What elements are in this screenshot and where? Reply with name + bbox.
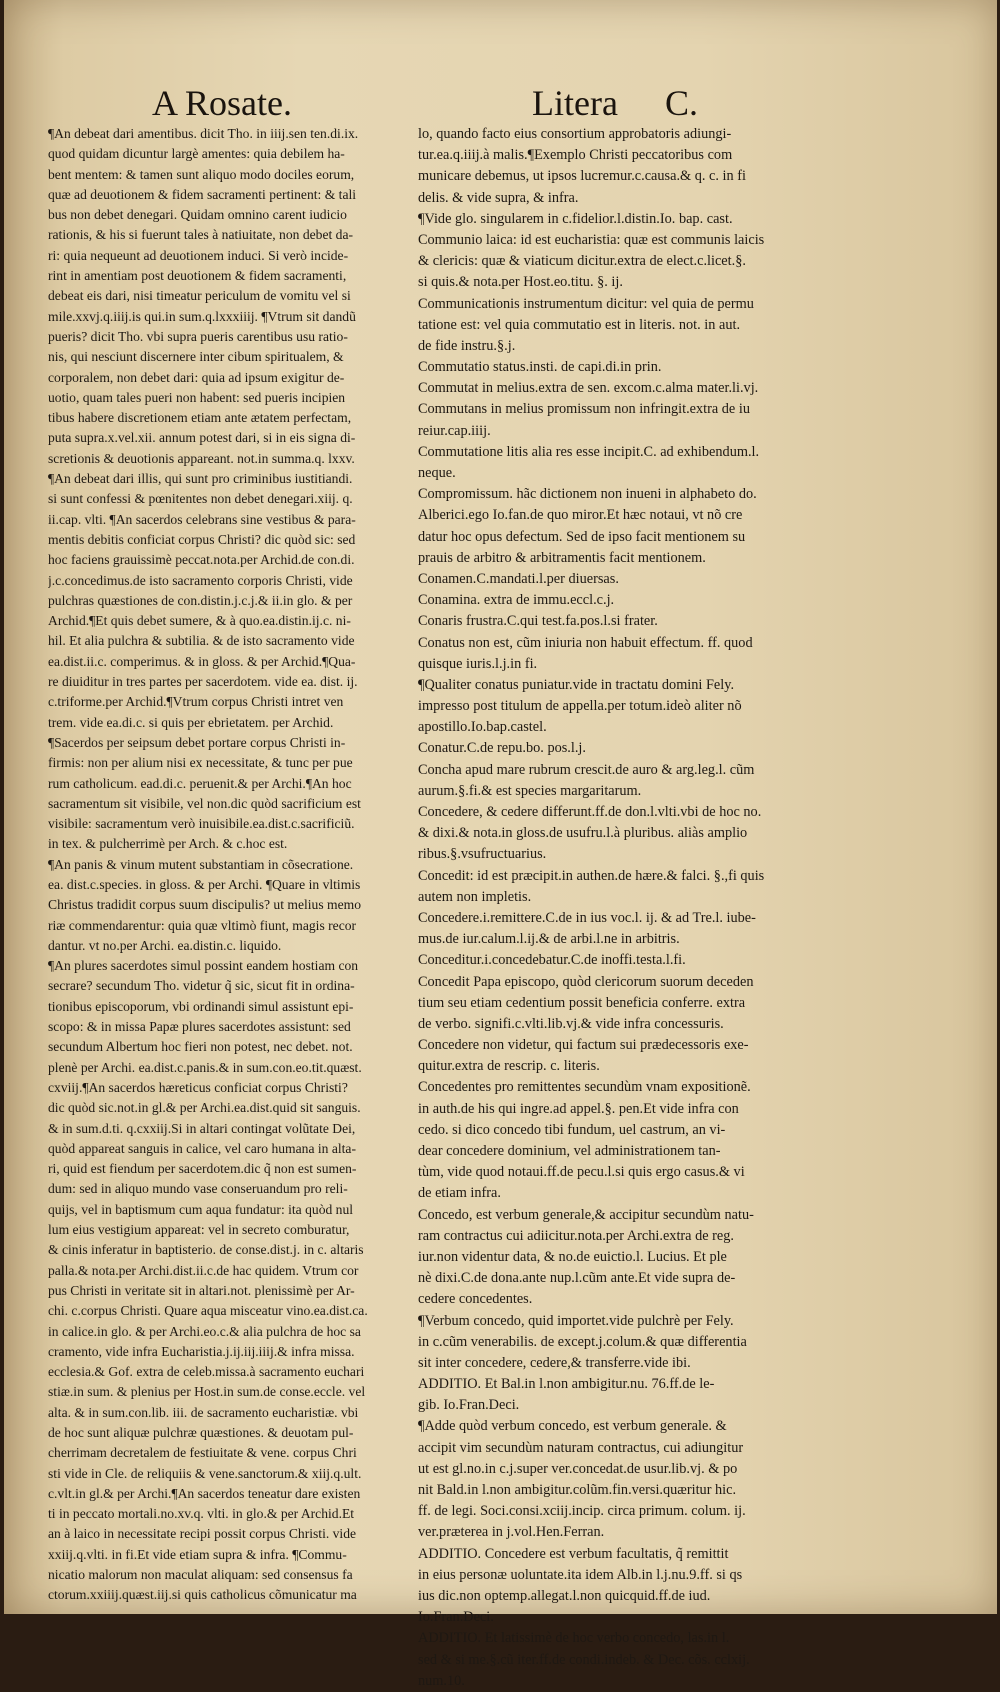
text-line: Conceditur.i.concedebatur.C.de inoffi.testa.l.fi. [418,952,686,969]
text-line: Compromissum. hãc dictionem non inueni in alphabeto do. [418,486,757,503]
text-line: quòd appareat sanguis in calice, vel caro humana in alta- [48,1140,356,1156]
text-line: Io.Fran.Deci. [418,1609,494,1626]
text-line: Concedo, est verbum generale,& accipitur secundùm natu- [418,1206,754,1223]
text-line: firmis: non per alium nisi ex necessitate, & tunc per pue [48,755,353,771]
text-line: gib. Io.Fran.Deci. [418,1397,520,1414]
text-line: re diuiditur in tres partes per sacerdotem. vide ea. dist. ij. [48,674,358,690]
text-line: quitur.extra de rescrip. c. literis. [418,1058,600,1075]
text-line: riæ commendarentur: quia quæ vltimò fiunt, magis recor [48,917,357,933]
text-line: c.vlt.in gl.& per Archi.¶An sacerdos teneatur dare existen [48,1485,361,1501]
text-line: ribus.§.vsufructuarius. [418,846,547,863]
left-text-column [48,124,404,1606]
text-line: tium seu etiam cedentium possit beneficia conferre. extra [418,994,746,1011]
right-text-column [418,124,816,1692]
text-line: cedo. si dico concedo tibi fundum, uel castrum, an vi- [418,1121,726,1138]
text-line: pulchras quæstiones de con.distin.j.c.j.& ii.in glo. & per [48,592,353,608]
text-line: ff. de legi. Soci.consi.xciij.incip. circa primum. colum. ij. [418,1503,746,1520]
text-line: Communicationis instrumentum dicitur: vel quia de permu [418,295,754,312]
text-line: ¶An debeat dari illis, qui sunt pro criminibus iustitiandi. [48,471,353,487]
text-line: Commutatio status.insti. de capi.di.in prin. [418,359,662,376]
text-line: ver.præterea in j.vol.Hen.Ferran. [418,1524,605,1541]
text-line: pus Christi in veritate sit in altari.not. plenissimè per Ar- [48,1282,355,1298]
text-line: sit inter concedere, cedere,& transferre.vide ibi. [418,1354,691,1371]
header-author: A Rosate. [152,83,292,123]
text-line: rum catholicum. ead.di.c. peruenit.& per Archi.¶An hoc [48,775,352,791]
text-line: Concha apud mare rubrum crescit.de auro & arg.leg.l. cũm [418,761,755,778]
header-section: Litera C. [532,83,698,123]
text-line: in auth.de his qui ingre.ad appel.§. pen.Et vide infra con [418,1100,739,1117]
text-line: tionibus episcoporum, vbi ordinandi simul assistunt epi- [48,998,354,1014]
text-line: plenè per Archi. ea.dist.c.panis.& in sum.con.eo.tit.quæst. [48,1059,362,1075]
text-line: neque. [418,465,456,481]
text-line: Conatus non est, cũm iniuria non habuit effectum. ff. quod [418,634,753,651]
text-line: Concedit Papa episcopo, quòd clericorum suorum deceden [418,973,754,990]
text-line: stiæ.in sum. & plenius per Host.in sum.de conse.eccle. vel [48,1384,366,1400]
text-line: secundum Albertum hoc fieri non potest, nec debet. not. [48,1039,353,1055]
text-line: cxviij.¶An sacerdos hæreticus conficiat corpus Christi? [48,1079,348,1095]
text-line: ram contractus cui adiicitur.nota.per Archi.extra de reg. [418,1227,734,1244]
text-line: lum eius vestigium appareat: vel in secreto comburatur, [48,1222,350,1238]
text-line: c.triforme.per Archid.¶Vtrum corpus Christi intret ven [48,694,344,710]
text-line: municare debemus, ut ipsos lucremur.c.causa.& q. c. in fi [418,168,746,185]
text-line: ADDITIO. Et latissimè de hoc verbo concedo, las.in l. [418,1630,730,1647]
text-line: Archid.¶Et quis debet sumere, & à quo.ea.distin.ij.c. ni- [48,613,351,629]
text-line: Concedere.i.remittere.C.de in ius voc.l. ij. & ad Tre.l. iube- [418,909,756,926]
text-line: secrare? secundum Tho. videtur q̃ sic, sicut fit in ordina- [48,978,355,994]
text-line: nicatio malorum non maculat aliquam: sed consensus fa [48,1567,353,1583]
text-line: de fide instru.§.j. [418,337,516,354]
text-line: palla.& nota.per Archi.dist.ii.c.de hac quidem. Vtrum cor [48,1262,359,1278]
text-line: datur hoc opus defectum. Sed de ipso facit mentionem su [418,528,746,545]
text-line: nit Bald.in l.non ambigitur.colũm.fin.versi.quæritur hic. [418,1482,737,1498]
text-line: scopo: & in missa Papæ plures sacerdotes assistunt: sed [48,1019,351,1035]
text-line: ut est gl.no.in c.j.super ver.concedat.de usur.lib.vj. & po [418,1460,738,1477]
text-line: & clericis: quæ & viaticum dicitur.extra de elect.c.licet.§. [418,253,746,270]
text-line: in tex. & pulcherrimè per Arch. & c.hoc est. [48,836,288,852]
text-line: dear concedere dominium, vel administrationem tan- [418,1143,721,1159]
text-line: aurum.§.fi.& est species margaritarum. [418,782,642,799]
text-line: xxiij.q.vlti. in fi.Et vide etiam supra & infra. ¶Commu- [48,1546,347,1562]
text-line: alta. & in sum.con.lib. iii. de sacramento eucharistiæ. vbi [48,1404,359,1420]
text-line: delis. & vide supra, & infra. [418,189,579,206]
text-line: tur.ea.q.iiij.à malis.¶Exemplo Christi peccatoribus com [418,147,733,164]
running-header [4,82,997,122]
text-line: Concedit: id est præcipit.in authen.de hære.& falci. §.,fi quis [418,867,765,884]
text-line: in calice.in glo. & per Archi.eo.c.& alia pulchra de hoc sa [48,1323,361,1339]
text-line: visibile: sacramentum verò inuisibile.ea.dist.c.sacrificiũ. [48,816,355,832]
text-line: ¶Qualiter conatus puniatur.vide in tractatu domini Fely. [418,676,735,693]
text-line: cedere concedentes. [418,1291,533,1308]
text-line: nè dixi.C.de dona.ante nup.l.cũm ante.Et vide supra de- [418,1270,736,1287]
text-line: ea.dist.ii.c. comperimus. & in gloss. & per Archid.¶Qua- [48,653,356,669]
text-line: prauis de arbitro & arbitramentis facit mentionem. [418,549,706,566]
text-line: iur.non videntur data, & no.de euictio.l. Lucius. Et ple [418,1248,727,1265]
text-line: Conamina. extra de immu.eccl.c.j. [418,592,615,609]
text-line: ri, quid est fiendum per sacerdotem.dic q̃ non est sumen- [48,1161,357,1177]
text-line: ¶Vide glo. singularem in c.fidelior.l.distin.Io. bap. cast. [418,210,733,227]
text-line: Concedentes pro remittentes secundùm vnam expositionẽ. [418,1079,751,1096]
text-line: debeat eis dari, nisi timeatur periculum de vomitu vel si [48,288,351,304]
text-line: corporalem, non debet dari: quia ad ipsum exigitur de- [48,369,345,385]
text-line: hil. Et alia pulchra & subtilia. & de isto sacramento vide [48,633,355,649]
text-line: j.c.concedimus.de isto sacramento corporis Christi, vide [48,572,353,588]
text-line: uotio, quam tales pueri non habent: sed pueris incipien [48,389,346,405]
text-line: impresso post titulum de appella.per totum.ideò aliter nõ [418,698,742,715]
text-line: & cinis inferatur in baptisterio. de conse.dist.j. in c. altaris [48,1242,364,1258]
text-line: bus non debet denegari. Quidam omnino carent iudicio [48,207,347,223]
text-line: Conamen.C.mandati.l.per diuersas. [418,570,619,587]
text-line: reiur.cap.iiij. [418,422,491,439]
text-line: ¶Verbum concedo, quid importet.vide pulchrè per Fely. [418,1312,734,1329]
text-line: hoc faciens grauissimè peccat.nota.per Archid.de con.di. [48,552,355,568]
text-line: an à laico in necessitate recipi possit corpus Christi. vide [48,1526,357,1542]
text-line: bent mentem: & tamen sunt aliquo modo dociles eorum, [48,166,355,182]
book-page [4,0,997,1689]
text-line: ii.cap. vlti. ¶An sacerdos celebrans sine vestibus & para- [48,511,356,527]
text-line: trem. vide ea.di.c. si quis per ebrietatem. per Archid. [48,714,334,730]
text-line: num.10. [418,1672,465,1689]
text-line: rationis, & his si fuerunt tales à natiuitate, non debet da- [48,227,354,243]
text-line: in eius personæ uoluntate.ita idem Alb.in l.j.nu.9.ff. si qs [418,1566,743,1583]
text-line: mus.de iur.calum.l.ij.& de arbi.l.ne in arbitris. [418,931,680,948]
text-line: Alberici.ego Io.fan.de quo miror.Et hæc notaui, vt nõ cre [418,507,743,524]
text-line: tatione est: vel quia commutatio est in literis. not. in aut. [418,316,741,333]
text-line: Commutatione litis alia res esse incipit.C. ad exhibendum.l. [418,443,760,460]
text-line: de hoc sunt aliquæ pulchræ quæstiones. & deuotam pul- [48,1425,354,1440]
text-line: nis, qui nesciunt discernere inter cibum spiritualem, & [48,349,344,365]
text-line: accipit vim secundùm naturam contractus, cui adiungitur [418,1439,744,1456]
text-line: ea. dist.c.species. in gloss. & per Archi. ¶Quare in vltimis [48,876,361,892]
text-line: scretionis & deuotionis appareant. not.in summa.q. lxxv. [48,450,355,466]
text-line: chi. c.corpus Christi. Quare aqua misceatur vino.ea.dist.ca. [48,1303,368,1319]
text-line: ius dic.non optemp.allegat.l.non quicquid.ff.de iud. [418,1587,711,1604]
text-line: si quis.& nota.per Host.eo.titu. §. ij. [418,274,623,291]
text-line: Commutat in melius.extra de sen. excom.c.alma mater.li.vj. [418,380,759,397]
text-line: & in sum.d.ti. q.cxxiij.Si in altari contingat volũtate Dei, [48,1120,356,1136]
text-line: dic quòd sic.not.in gl.& per Archi.ea.dist.quid sit sanguis. [48,1100,361,1116]
text-line: mentis debitis conficiat corpus Christi? dic quòd sic: sed [48,531,356,547]
text-line: pueris? dicit Tho. vbi supra pueris carentibus usu ratio- [48,328,348,344]
text-line: ecclesia.& Gof. extra de celeb.missa.à sacramento euchari [48,1364,365,1380]
text-line: ¶An plures sacerdotes simul possint eandem hostiam con [48,958,359,974]
text-line: puta supra.x.vel.xii. annum potest dari, si in eis signa di- [48,430,356,446]
text-line: ctorum.xxiiij.quæst.iij.si quis catholicus cõmunicatur ma [48,1587,357,1603]
text-line: ¶An panis & vinum mutent substantiam in cõsecratione. [48,856,354,872]
text-line: ri: quia nequeunt ad deuotionem induci. Si verò incide- [48,247,349,263]
text-line: si sunt confessi & pœnitentes non debet denegari.xiij. q. [48,491,353,507]
text-line: ¶An debeat dari amentibus. dicit Tho. in iiij.sen ten.di.ix. [48,126,359,141]
text-line: sacramentum sit visibile, vel non.dic quòd sacrificium est [48,795,361,811]
text-line: ADDITIO. Concedere est verbum facultatis, q̃ remittit [418,1545,729,1562]
text-line: ¶Adde quòd verbum concedo, est verbum generale. & [418,1418,727,1435]
text-line: quod quidam dicuntur largè amentes: quia debilem ha- [48,146,345,162]
text-line: de verbo. signifi.c.vlti.lib.vj.& vide infra concessuris. [418,1015,724,1032]
text-line: Conatur.C.de repu.bo. pos.l.j. [418,740,586,757]
text-line: mile.xxvj.q.iiij.is qui.in sum.q.lxxxiiij. ¶Vtrum sit dandũ [48,308,356,324]
text-line: quisque iuris.l.j.in fi. [418,655,538,672]
text-line: Commutans in melius promissum non infringit.extra de iu [418,401,750,418]
text-line: & dixi.& nota.in gloss.de usufru.l.à pluribus. aliàs amplio [418,825,748,842]
text-line: de etiam infra. [418,1185,501,1202]
text-line: lo, quando facto eius consortium approbatoris adiungi- [418,126,732,142]
text-line: tibus habere discretionem etiam ante ætatem perfectam, [48,410,352,426]
text-line: quæ ad deuotionem & fidem sacramenti pertinent: & tali [48,186,357,202]
text-line: cherrimam decretalem de festiuitate & vene. corpus Chri [48,1445,357,1461]
text-line: tùm, vide quod notaui.ff.de pecu.l.si quis ergo casus.& vi [418,1164,745,1181]
text-line: autem non impletis. [418,888,532,905]
text-line: cramento, vide infra Eucharistia.j.ij.iij.iiij.& infra missa. [48,1343,355,1359]
text-line: ti in peccato mortali.no.xv.q. vlti. in glo.& per Archid.Et [48,1506,355,1522]
text-line: Christus tradidit corpus suum discipulis? ut melius memo [48,897,362,913]
text-line: dum: sed in aliquo mundo vase conseruandum pro reli- [48,1181,348,1197]
text-line: Concedere, & cedere differunt.ff.de don.l.vlti.vbi de hoc no. [418,804,762,820]
text-line: in c.cũm venerabilis. de except.j.colum.& quæ differentia [418,1333,747,1350]
text-line: sed & si me.§.cũ iter.ff.de condi.indeb. & Dec. cõs. cclxij. [418,1651,750,1668]
text-line: Communio laica: id est eucharistia: quæ est communis laicis [418,231,765,248]
text-line: rint in amentiam post deuotionem & fidem sacramenti, [48,268,347,284]
text-line: apostillo.Io.bap.castel. [418,719,547,736]
text-line: Concedere non videtur, qui factum sui prædecessoris exe- [418,1037,749,1054]
text-line: quijs, vel in baptismum cum aqua fundatur: ita quòd nul [48,1201,354,1217]
text-line: sti vide in Cle. de reliquiis & vene.sanctorum.& xiij.q.ult. [48,1465,362,1481]
text-line: dantur. vt no.per Archi. ea.distin.c. liquido. [48,937,282,953]
text-line: ADDITIO. Et Bal.in l.non ambigitur.nu. 76.ff.de le- [418,1376,715,1393]
text-line: Conaris frustra.C.qui test.fa.pos.l.si frater. [418,613,658,630]
text-line: ¶Sacerdos per seipsum debet portare corpus Christi in- [48,734,346,750]
